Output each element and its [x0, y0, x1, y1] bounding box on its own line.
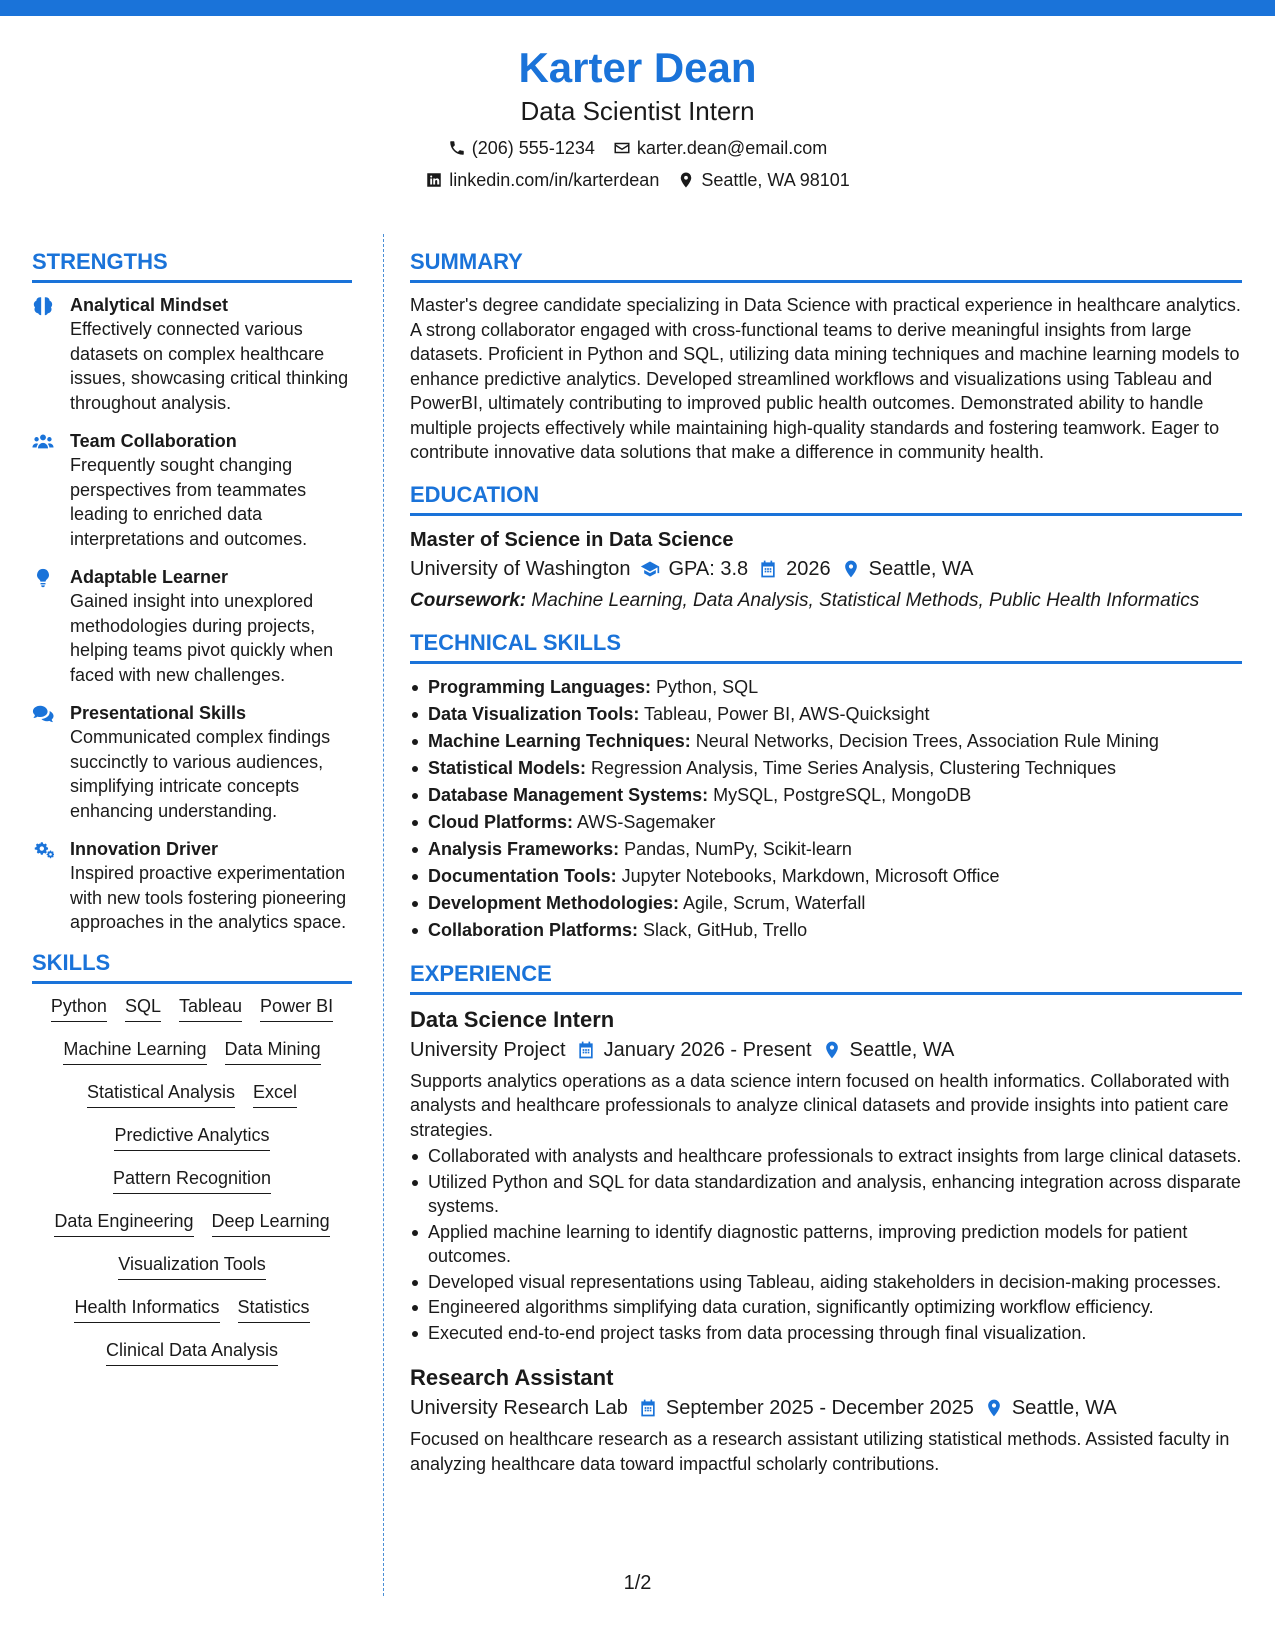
technical-skill-item: Statistical Models: Regression Analysis, Time Series Analysis, Clustering Techniques	[410, 755, 1242, 782]
skill-tag: Data Mining	[225, 1037, 321, 1065]
strength-item	[32, 837, 352, 935]
location-text: Seattle, WA 98101	[701, 170, 850, 190]
strength-desc: Communicated complex findings succinctly to various audiences, simplifying intricate concepts enhancing understanding.	[70, 727, 331, 821]
technical-skill-item: Data Visualization Tools: Tableau, Power BI, AWS-Quicksight	[410, 701, 1242, 728]
strength-title: Presentational Skills	[70, 703, 247, 723]
education-coursework: Coursework: Machine Learning, Data Analysis, Statistical Methods, Public Health Informatics	[410, 589, 1200, 611]
skill-row	[32, 1123, 352, 1151]
strengths-heading: STRENGTHS	[32, 248, 352, 283]
experience-list	[410, 1005, 1242, 1477]
education-gpa: GPA: 3.8	[640, 554, 748, 584]
skill-tag: Statistical Analysis	[87, 1080, 235, 1108]
skill-tag: Deep Learning	[212, 1209, 330, 1237]
email-contact[interactable]	[613, 136, 827, 160]
strengths-list	[32, 293, 352, 935]
education-degree: Master of Science in Data Science	[410, 528, 734, 551]
skill-tag: Statistics	[238, 1295, 310, 1323]
skill-tag: Health Informatics	[74, 1295, 219, 1323]
strength-desc: Inspired proactive experimentation with new tools fostering pioneering approaches in the analytics space.	[70, 863, 347, 932]
job-bullets	[410, 1144, 1242, 1345]
skill-row	[32, 1252, 352, 1280]
job-description: Supports analytics operations as a data science intern focused on health informatics. Collaborated with analysts and healthcare professionals to analyze clinical datasets and provide insights into patient care strategies.	[410, 1070, 1230, 1140]
technical-skills-heading: TECHNICAL SKILLS	[410, 629, 1242, 664]
page-number: 1/2	[623, 1572, 652, 1594]
experience-entry	[410, 1005, 1242, 1346]
skill-row	[32, 994, 352, 1022]
calendar-icon	[758, 559, 778, 579]
technical-skill-item: Programming Languages: Python, SQL	[410, 674, 1242, 701]
comments-icon	[32, 703, 54, 725]
technical-skill-item: Development Methodologies: Agile, Scrum, Waterfall	[410, 890, 1242, 917]
strength-title: Analytical Mindset	[70, 295, 229, 315]
strength-item	[32, 429, 352, 551]
skill-tag: SQL	[125, 994, 161, 1022]
job-bullet: Executed end-to-end project tasks from data processing through final visualization.	[410, 1321, 1242, 1346]
strength-item	[32, 565, 352, 687]
linkedin-text: linkedin.com/in/karterdean	[449, 170, 660, 190]
users-icon	[32, 431, 54, 453]
skill-row	[32, 1295, 352, 1323]
job-bullet: Developed visual representations using Tableau, aiding stakeholders in decision-making processes.	[410, 1270, 1242, 1295]
job-bullet: Applied machine learning to identify diagnostic patterns, improving prediction models for patient outcomes.	[410, 1220, 1242, 1269]
job-org: University Research Lab	[410, 1397, 628, 1419]
envelope-icon	[613, 139, 631, 157]
strength-desc: Frequently sought changing perspectives from teammates leading to enriched data interpretations and outcomes.	[70, 455, 308, 549]
location-contact	[677, 168, 849, 192]
education-year: 2026	[758, 554, 831, 584]
skill-tag: Visualization Tools	[118, 1252, 265, 1280]
linkedin-contact[interactable]	[425, 168, 659, 192]
experience-heading: EXPERIENCE	[410, 960, 1242, 995]
job-location: Seattle, WA	[849, 1038, 955, 1061]
skill-row	[32, 1338, 352, 1366]
calendar-icon	[638, 1398, 658, 1418]
strength-title: Adaptable Learner	[70, 567, 229, 587]
technical-skill-item: Database Management Systems: MySQL, PostgreSQL, MongoDB	[410, 782, 1242, 809]
left-column	[32, 248, 352, 1381]
education-heading: EDUCATION	[410, 481, 1242, 516]
job-location: Seattle, WA	[1011, 1397, 1117, 1419]
resume-header	[0, 42, 1275, 192]
job-meta	[410, 1393, 1242, 1423]
job-description: Focused on healthcare research as a research assistant utilizing statistical methods. Assisted faculty in analyzing healthcare data toward impactful scholarly contributions.	[410, 1429, 1230, 1474]
strength-item	[32, 293, 352, 415]
technical-skill-item: Analysis Frameworks: Pandas, NumPy, Scikit-learn	[410, 836, 1242, 863]
job-bullet: Collaborated with analysts and healthcare professionals to extract insights from large clinical datasets.	[410, 1144, 1242, 1169]
phone-contact[interactable]	[448, 136, 595, 160]
skill-tag: Data Engineering	[54, 1209, 193, 1237]
strength-desc: Effectively connected various datasets on complex healthcare issues, showcasing critical thinking throughout analysis.	[70, 319, 349, 413]
column-divider	[383, 234, 384, 1596]
education-meta	[410, 554, 1242, 584]
skill-tag: Machine Learning	[63, 1037, 206, 1065]
job-bullet: Engineered algorithms simplifying data curation, significantly optimizing workflow efficiency.	[410, 1295, 1242, 1320]
skill-tag: Predictive Analytics	[114, 1123, 269, 1151]
skill-row	[32, 1209, 352, 1237]
email-text: karter.dean@email.com	[636, 138, 828, 158]
job-title: Data Science Intern	[410, 1006, 615, 1032]
strength-item	[32, 701, 352, 823]
technical-skill-item: Machine Learning Techniques: Neural Networks, Decision Trees, Association Rule Mining	[410, 728, 1242, 755]
strength-title: Team Collaboration	[70, 431, 237, 451]
phone-icon	[448, 139, 466, 157]
skill-row	[32, 1080, 352, 1108]
summary-text: Master's degree candidate specializing in Data Science with practical experience in healthcare analytics. A strong collaborator engaged with cross-functional teams to derive meaningful insights from large datasets. Proficient in Python and SQL, utilizing data mining techniques and machine learning models to enhance predictive analytics. Developed streamlined workflows and visualizations using Tableau and PowerBI, ultimately contributing to improved public health outcomes. Demonstrated ability to handle multiple projects effectively while maintaining high-quality standards and fostering teamwork. Eager to contribute innovative data solutions that make a difference in community health.	[410, 295, 1241, 462]
map-pin-icon	[822, 1040, 842, 1060]
technical-skill-item: Documentation Tools: Jupyter Notebooks, Markdown, Microsoft Office	[410, 863, 1242, 890]
phone-text: (206) 555-1234	[471, 138, 595, 158]
strength-title: Innovation Driver	[70, 839, 219, 859]
technical-skill-item: Cloud Platforms: AWS-Sagemaker	[410, 809, 1242, 836]
contact-row-1	[0, 136, 1275, 160]
skill-tag: Pattern Recognition	[113, 1166, 271, 1194]
candidate-name: Karter Dean	[518, 44, 757, 91]
education-location: Seattle, WA	[841, 554, 974, 584]
job-dates: September 2025 - December 2025	[665, 1397, 974, 1419]
skill-row	[32, 1166, 352, 1194]
linkedin-icon	[425, 171, 443, 189]
skill-row	[32, 1037, 352, 1065]
map-pin-icon	[984, 1398, 1004, 1418]
skill-tag: Clinical Data Analysis	[106, 1338, 278, 1366]
technical-skills-list	[410, 674, 1242, 944]
job-title: Research Assistant	[410, 1365, 614, 1390]
job-org: University Project	[410, 1038, 566, 1061]
summary-heading: SUMMARY	[410, 248, 1242, 283]
skill-tag: Excel	[253, 1080, 297, 1108]
strength-desc: Gained insight into unexplored methodologies during projects, helping teams pivot quickly when faced with new challenges.	[70, 591, 334, 685]
education-school: University of Washington	[410, 557, 631, 580]
technical-skill-item: Collaboration Platforms: Slack, GitHub, Trello	[410, 917, 1242, 944]
job-dates: January 2026 - Present	[603, 1038, 812, 1061]
lightbulb-icon	[32, 567, 54, 589]
job-meta	[410, 1035, 1242, 1065]
skills-list	[32, 994, 352, 1366]
top-accent-bar	[0, 0, 1275, 16]
graduation-cap-icon	[640, 559, 660, 579]
calendar-icon	[576, 1040, 596, 1060]
map-pin-icon	[677, 171, 695, 189]
skill-tag: Power BI	[260, 994, 333, 1022]
brain-icon	[32, 295, 54, 317]
skill-tag: Python	[51, 994, 107, 1022]
job-bullet: Utilized Python and SQL for data standardization and analysis, enhancing integration across disparate systems.	[410, 1170, 1242, 1219]
experience-entry	[410, 1363, 1242, 1476]
candidate-title: Data Scientist Intern	[520, 96, 755, 126]
skills-heading: SKILLS	[32, 949, 352, 984]
cogs-icon	[32, 839, 54, 861]
contact-row-2	[0, 168, 1275, 192]
skill-tag: Tableau	[179, 994, 242, 1022]
right-column	[410, 248, 1242, 1494]
map-pin-icon	[841, 559, 861, 579]
